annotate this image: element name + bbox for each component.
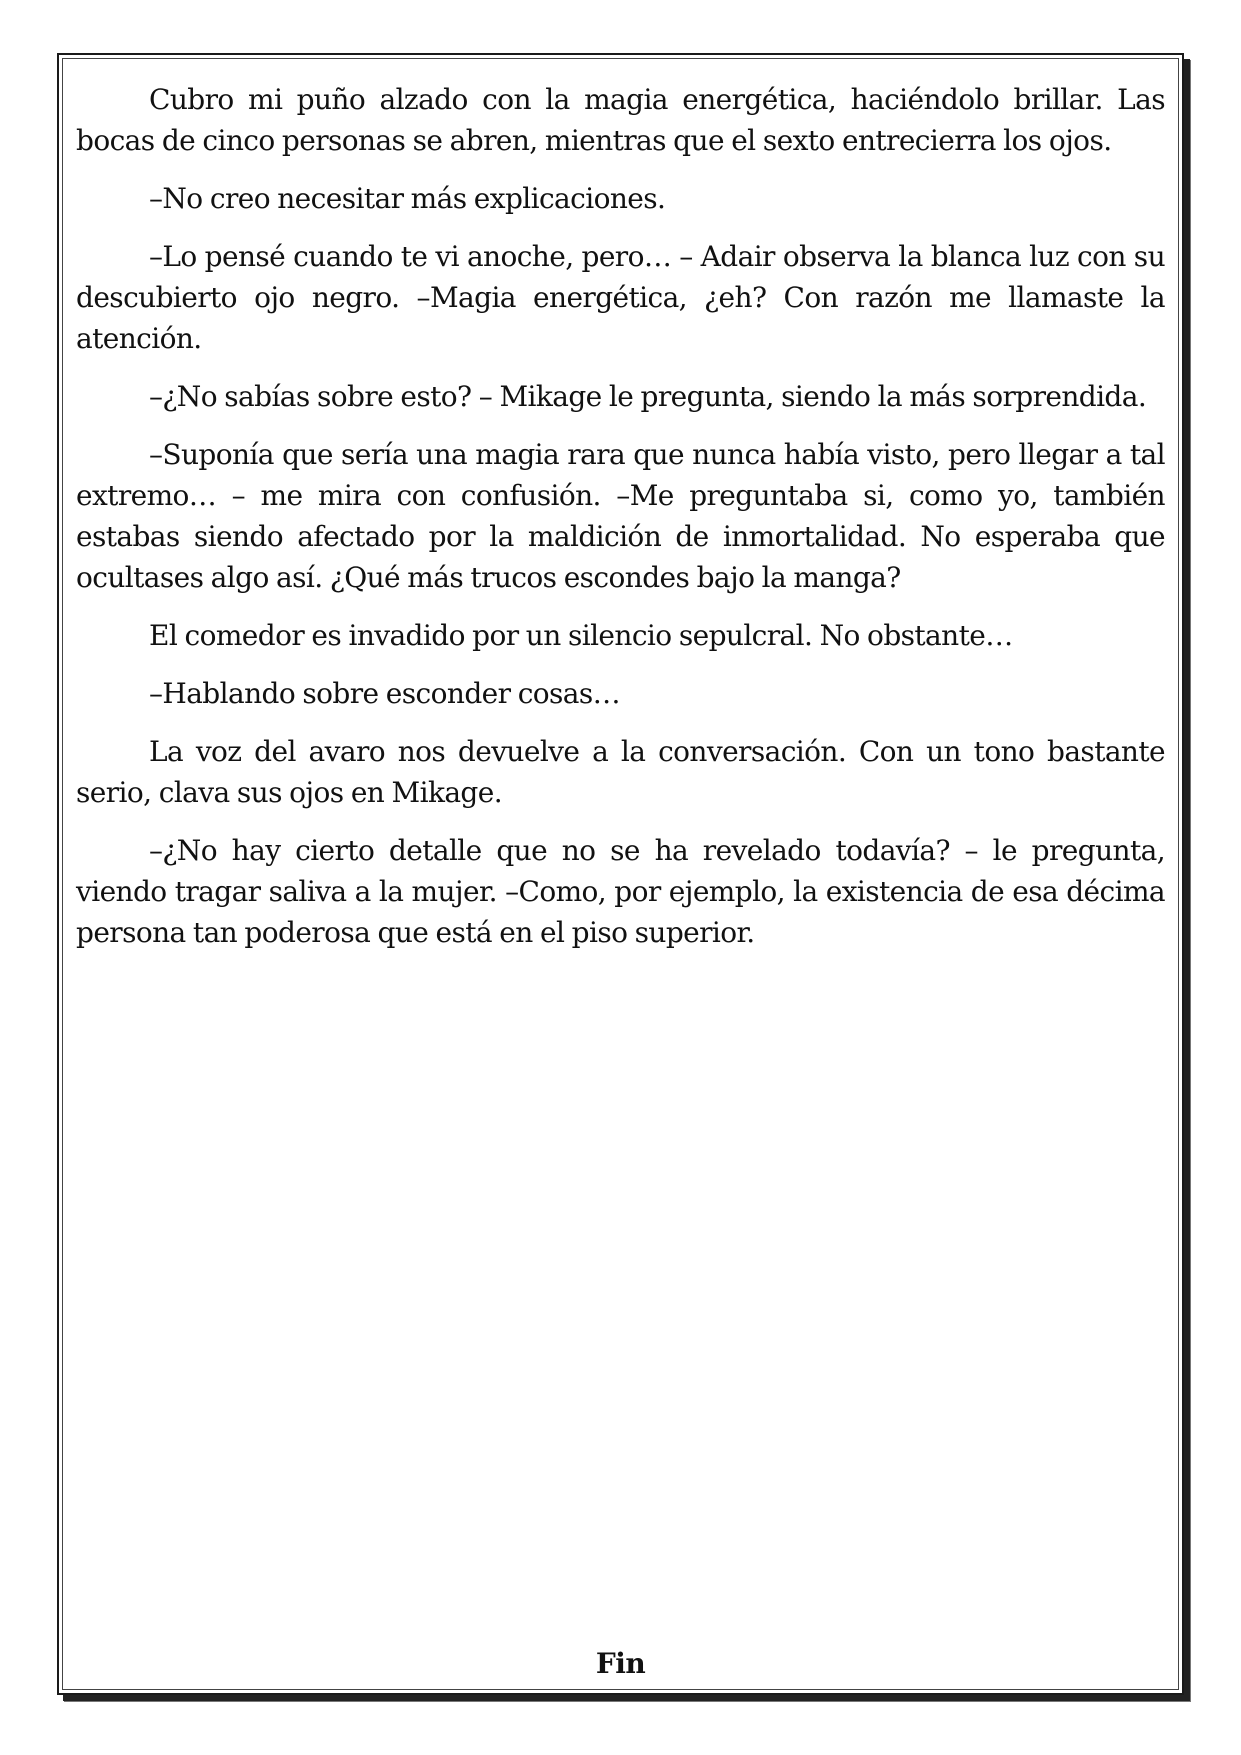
paragraph: –Lo pensé cuando te vi anoche, pero… – Adair observa la blanca luz con su descubierto ojo negro. –Magia energética, ¿eh? Con razón me llamaste la atención.: [76, 240, 1165, 355]
paragraph: –Hablando sobre esconder cosas…: [149, 677, 621, 710]
story-text-body: [76, 79, 1165, 970]
paragraph: –¿No hay cierto detalle que no se ha revelado todavía? – le pregunta, viendo tragar saliva a la mujer. –Como, por ejemplo, la existencia de esa décima persona tan poderosa que está en el piso superior.: [76, 834, 1165, 949]
paragraph: –No creo necesitar más explicaciones.: [149, 182, 666, 215]
paragraph: La voz del avaro nos devuelve a la conversación. Con un tono bastante serio, clava sus ojos en Mikage.: [76, 735, 1165, 809]
paragraph: –Suponía que sería una magia rara que nunca había visto, pero llegar a tal extremo… – me mira con confusión. –Me preguntaba si, como yo, también estabas siendo afectado por la maldición de inmortalidad. No esperaba que ocultases algo así. ¿Qué más trucos escondes bajo la manga?: [76, 438, 1165, 594]
paragraph: –¿No sabías sobre esto? – Mikage le pregunta, siendo la más sorprendida.: [149, 380, 1147, 413]
page-border-frame: [57, 53, 1184, 1695]
paragraph: El comedor es invadido por un silencio sepulcral. No obstante…: [149, 619, 1013, 652]
end-marker: Fin: [595, 1647, 646, 1680]
paragraph: Cubro mi puño alzado con la magia energética, haciéndolo brillar. Las bocas de cinco personas se abren, mientras que el sexto entrecierra los ojos.: [76, 83, 1165, 157]
